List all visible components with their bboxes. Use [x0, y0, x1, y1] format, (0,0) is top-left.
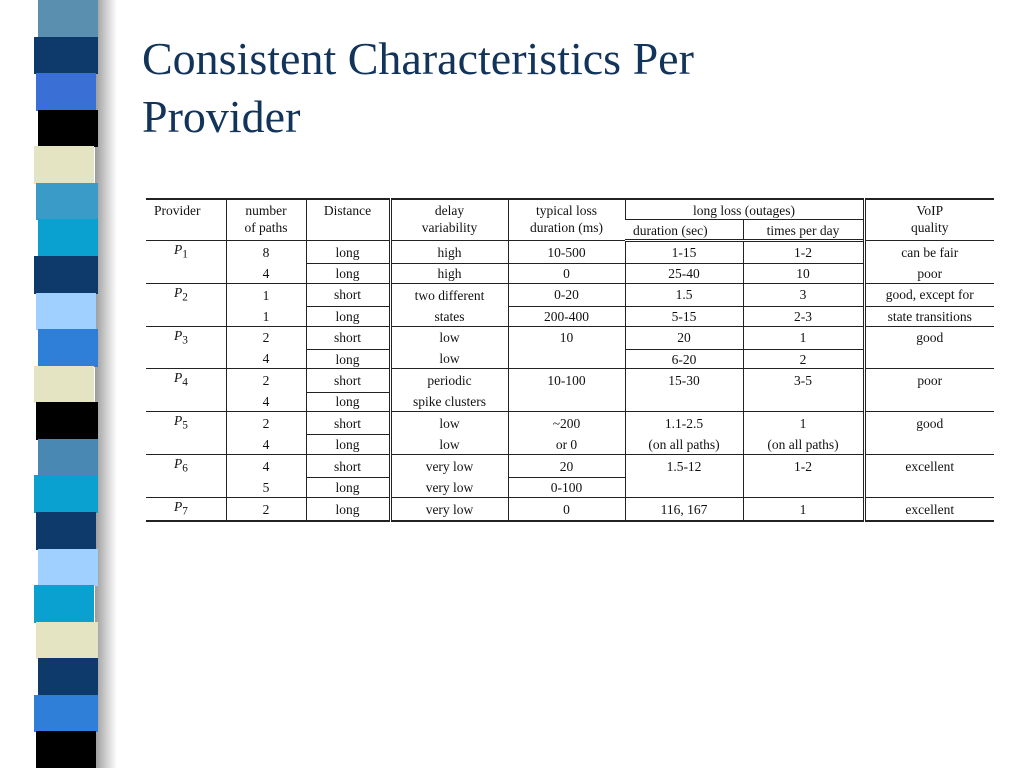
- provider-characteristics-table: [146, 198, 994, 522]
- cell-provider: [146, 241, 226, 264]
- cell-voip-quality: state transitions: [864, 306, 994, 326]
- stripe-block: [34, 146, 94, 184]
- cell-typical-loss: 10-100: [508, 369, 625, 392]
- stripe-block: [34, 366, 94, 404]
- cell-delay-variability: two different: [390, 283, 508, 306]
- cell-number-of-paths: 4: [226, 454, 306, 477]
- cell-distance: short: [306, 283, 390, 306]
- stripe-block: [36, 402, 98, 440]
- cell-outage-duration: 15-30: [625, 369, 743, 392]
- cell-provider: [146, 478, 226, 498]
- provider-label: P: [174, 370, 183, 386]
- provider-table-container: [146, 198, 994, 522]
- cell-outage-duration: 5-15: [625, 306, 743, 326]
- stripe-block: [38, 549, 98, 587]
- slide-title: [142, 30, 982, 146]
- stripe-block: [34, 475, 98, 513]
- cell-voip-quality: excellent: [864, 454, 994, 477]
- cell-voip-quality: good: [864, 412, 994, 435]
- cell-typical-loss: 200-400: [508, 306, 625, 326]
- cell-number-of-paths: 4: [226, 264, 306, 284]
- table-row: [146, 478, 994, 498]
- cell-provider: [146, 283, 226, 306]
- cell-number-of-paths: 2: [226, 497, 306, 521]
- header-provider: Provider: [146, 199, 226, 241]
- provider-index: 5: [182, 419, 188, 432]
- provider-index: 2: [182, 291, 188, 304]
- cell-typical-loss: ~200: [508, 412, 625, 435]
- cell-outage-duration: [625, 392, 743, 412]
- provider-label: P: [174, 455, 183, 471]
- table-row: [146, 283, 994, 306]
- cell-distance: long: [306, 306, 390, 326]
- cell-outage-duration: 20: [625, 326, 743, 349]
- cell-outage-times-per-day: 2: [743, 349, 864, 369]
- cell-voip-quality: good: [864, 326, 994, 349]
- stripe-block: [34, 695, 98, 733]
- table-row: [146, 306, 994, 326]
- slide-title-line1: Consistent Characteristics Per: [142, 33, 694, 84]
- cell-distance: short: [306, 369, 390, 392]
- header-outage-duration: duration (sec): [625, 220, 743, 241]
- cell-number-of-paths: 5: [226, 478, 306, 498]
- cell-distance: long: [306, 392, 390, 412]
- cell-outage-times-per-day: 2-3: [743, 306, 864, 326]
- stripe-block: [38, 658, 98, 696]
- cell-typical-loss: 20: [508, 454, 625, 477]
- cell-outage-times-per-day: 10: [743, 264, 864, 284]
- cell-voip-quality: [864, 349, 994, 369]
- cell-delay-variability: very low: [390, 454, 508, 477]
- stripe-block: [36, 73, 96, 111]
- stripe-shadow: [95, 0, 117, 768]
- cell-distance: long: [306, 349, 390, 369]
- cell-typical-loss: 0: [508, 264, 625, 284]
- cell-outage-duration: 1.5-12: [625, 454, 743, 477]
- table-row: [146, 497, 994, 521]
- provider-label: P: [174, 242, 183, 257]
- table-row: [146, 349, 994, 369]
- table-row: [146, 412, 994, 435]
- cell-distance: long: [306, 264, 390, 284]
- cell-typical-loss: 10: [508, 326, 625, 349]
- stripe-block: [38, 329, 98, 367]
- cell-outage-times-per-day: (on all paths): [743, 435, 864, 455]
- cell-outage-duration: 1.1-2.5: [625, 412, 743, 435]
- cell-provider: [146, 412, 226, 435]
- cell-number-of-paths: 1: [226, 283, 306, 306]
- cell-voip-quality: can be fair: [864, 241, 994, 264]
- cell-outage-duration: 1.5: [625, 283, 743, 306]
- table-row: [146, 241, 994, 264]
- cell-voip-quality: [864, 478, 994, 498]
- cell-distance: long: [306, 241, 390, 264]
- cell-delay-variability: very low: [390, 478, 508, 498]
- header-number-of-paths: number of paths: [226, 199, 306, 241]
- slide-title-line2: Provider: [142, 91, 301, 142]
- table-row: [146, 369, 994, 392]
- cell-outage-duration: 6-20: [625, 349, 743, 369]
- cell-outage-times-per-day: [743, 478, 864, 498]
- provider-index: 1: [182, 248, 188, 261]
- cell-voip-quality: [864, 392, 994, 412]
- cell-outage-times-per-day: [743, 392, 864, 412]
- cell-number-of-paths: 4: [226, 349, 306, 369]
- table-row: [146, 454, 994, 477]
- cell-delay-variability: low: [390, 435, 508, 455]
- stripe-block: [36, 512, 96, 550]
- cell-outage-times-per-day: 1: [743, 412, 864, 435]
- table-header-row: [146, 199, 994, 220]
- provider-label: P: [174, 498, 183, 514]
- table-row: [146, 435, 994, 455]
- stripe-block: [38, 110, 98, 148]
- cell-outage-duration: 1-15: [625, 241, 743, 264]
- cell-distance: short: [306, 454, 390, 477]
- cell-number-of-paths: 2: [226, 412, 306, 435]
- decorative-stripe-bar: [34, 0, 98, 768]
- cell-provider: [146, 306, 226, 326]
- header-outage-times-per-day: times per day: [743, 220, 864, 241]
- header-long-loss-outages: long loss (outages): [625, 199, 864, 220]
- cell-number-of-paths: 2: [226, 369, 306, 392]
- cell-number-of-paths: 4: [226, 392, 306, 412]
- cell-distance: long: [306, 435, 390, 455]
- cell-delay-variability: low: [390, 326, 508, 349]
- cell-voip-quality: [864, 435, 994, 455]
- cell-typical-loss: [508, 392, 625, 412]
- cell-provider: [146, 435, 226, 455]
- cell-delay-variability: spike clusters: [390, 392, 508, 412]
- cell-outage-duration: 116, 167: [625, 497, 743, 521]
- cell-delay-variability: high: [390, 241, 508, 264]
- stripe-block: [34, 585, 94, 623]
- cell-provider: [146, 349, 226, 369]
- cell-number-of-paths: 8: [226, 241, 306, 264]
- cell-delay-variability: low: [390, 349, 508, 369]
- cell-delay-variability: high: [390, 264, 508, 284]
- cell-outage-times-per-day: 3-5: [743, 369, 864, 392]
- cell-distance: long: [306, 497, 390, 521]
- cell-typical-loss: or 0: [508, 435, 625, 455]
- provider-label: P: [174, 327, 183, 343]
- cell-provider: [146, 264, 226, 284]
- cell-provider: [146, 392, 226, 412]
- cell-voip-quality: good, except for: [864, 283, 994, 306]
- cell-voip-quality: excellent: [864, 497, 994, 521]
- cell-number-of-paths: 1: [226, 306, 306, 326]
- cell-outage-duration: [625, 478, 743, 498]
- cell-number-of-paths: 2: [226, 326, 306, 349]
- provider-index: 3: [182, 334, 188, 347]
- header-voip-quality: VoIP quality: [864, 199, 994, 241]
- cell-distance: short: [306, 412, 390, 435]
- cell-provider: [146, 454, 226, 477]
- header-typical-loss: typical loss duration (ms): [508, 199, 625, 241]
- cell-delay-variability: low: [390, 412, 508, 435]
- cell-outage-duration: 25-40: [625, 264, 743, 284]
- stripe-block: [38, 219, 98, 257]
- cell-number-of-paths: 4: [226, 435, 306, 455]
- stripe-block: [38, 0, 98, 38]
- cell-delay-variability: states: [390, 306, 508, 326]
- table-row: [146, 326, 994, 349]
- cell-outage-times-per-day: 1: [743, 326, 864, 349]
- cell-outage-times-per-day: 1-2: [743, 241, 864, 264]
- cell-delay-variability: very low: [390, 497, 508, 521]
- provider-index: 4: [182, 377, 188, 390]
- header-distance: Distance: [306, 199, 390, 241]
- table-row: [146, 392, 994, 412]
- provider-index: 6: [182, 462, 188, 475]
- cell-outage-duration: (on all paths): [625, 435, 743, 455]
- stripe-block: [36, 293, 96, 331]
- provider-label: P: [174, 413, 183, 429]
- cell-voip-quality: poor: [864, 264, 994, 284]
- cell-distance: long: [306, 478, 390, 498]
- stripe-block: [36, 731, 96, 768]
- provider-index: 7: [182, 505, 188, 518]
- cell-typical-loss: 0-20: [508, 283, 625, 306]
- stripe-block: [34, 37, 98, 75]
- cell-outage-times-per-day: 3: [743, 283, 864, 306]
- cell-typical-loss: [508, 349, 625, 369]
- cell-provider: [146, 369, 226, 392]
- cell-delay-variability: periodic: [390, 369, 508, 392]
- cell-typical-loss: 10-500: [508, 241, 625, 264]
- stripe-block: [36, 622, 98, 660]
- stripe-block: [36, 183, 98, 221]
- table-row: [146, 264, 994, 284]
- provider-label: P: [174, 284, 183, 300]
- stripe-block: [34, 256, 98, 294]
- cell-voip-quality: poor: [864, 369, 994, 392]
- cell-typical-loss: 0: [508, 497, 625, 521]
- cell-provider: [146, 326, 226, 349]
- cell-distance: short: [306, 326, 390, 349]
- cell-provider: [146, 497, 226, 521]
- cell-typical-loss: 0-100: [508, 478, 625, 498]
- header-delay-variability: delay variability: [390, 199, 508, 241]
- stripe-block: [38, 439, 98, 477]
- cell-outage-times-per-day: 1-2: [743, 454, 864, 477]
- cell-outage-times-per-day: 1: [743, 497, 864, 521]
